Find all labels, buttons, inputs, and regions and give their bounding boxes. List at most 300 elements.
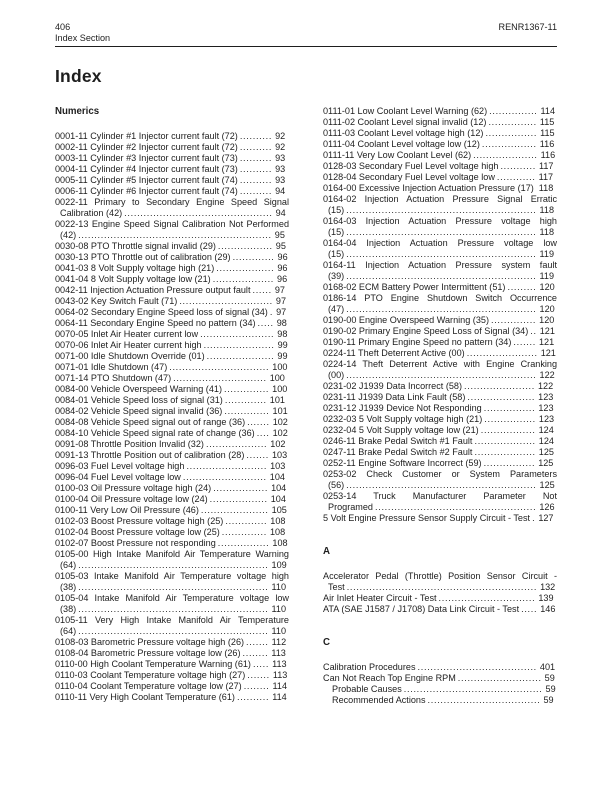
index-entry (55, 329, 289, 340)
section-heading: A (323, 546, 330, 557)
leader-dots: ............ (496, 172, 536, 182)
entry-page-number: 115 (540, 128, 555, 138)
leader-dots: ..... (521, 604, 538, 614)
entry-page-number: 123 (538, 403, 554, 413)
entry-page-number: 117 (538, 161, 554, 171)
entry-text: 0231-11 J1939 Data Link Fault (58) (323, 392, 466, 402)
entry-text: 0030-08 PTO Throttle signal invalid (29) (55, 241, 216, 251)
entry-text: 0252-11 Engine Software Incorrect (59) (323, 458, 482, 468)
index-entry (323, 673, 557, 684)
index-entry (323, 216, 557, 238)
entry-text: 0071-00 Idle Shutdown Override (01) (55, 351, 205, 361)
leader-dots: ............. (225, 516, 268, 526)
entry-text: 0108-03 Barometric Pressure voltage high (26) (55, 637, 245, 647)
entry-page-number: 59 (544, 673, 555, 683)
entry-page-number: 109 (271, 560, 287, 570)
leader-dots: ...................... (464, 381, 535, 391)
leader-dots: ........................................................... (346, 205, 537, 215)
entry-text: 0231-02 J1939 Data Incorrect (58) (323, 381, 463, 391)
entry-page-number: 113 (272, 670, 288, 680)
index-entry (55, 406, 289, 417)
entry-page-number: 120 (539, 282, 555, 292)
entry-text: 0164-00 Excessive Injection Actuation Pressure (17) (323, 183, 534, 193)
leader-dots: ........................................................... (346, 582, 538, 592)
entry-page-number: 97 (275, 296, 287, 306)
index-entry (55, 362, 289, 373)
index-entry (55, 153, 289, 164)
entry-page-number: 114 (272, 681, 288, 691)
entry-text: 0041-03 8 Volt Supply voltage high (21) (55, 263, 215, 273)
leader-dots: ...................... (203, 340, 275, 350)
index-entry (323, 117, 557, 128)
entry-page-number: 101 (269, 395, 285, 405)
leader-dots: ..................... (206, 351, 275, 361)
leader-dots: ................ (217, 538, 270, 548)
leader-dots: ................ (485, 128, 538, 138)
index-entry (323, 491, 557, 513)
entry-page-number: 108 (269, 527, 286, 537)
entry-text: 0102-07 Boost Pressure not responding (55, 538, 216, 548)
leader-dots: ....................... (200, 329, 275, 339)
entry-text: 0004-11 Cylinder #4 Injector current fault (73) (55, 164, 238, 174)
index-entry (323, 604, 557, 615)
entry-text: 0128-04 Secondary Fuel Level voltage low (323, 172, 495, 182)
entry-text: 0084-08 Vehicle Speed signal out of range (36) (55, 417, 246, 427)
entry-page-number: 110 (271, 604, 287, 614)
entry-text: 0084-01 Vehicle Speed loss of signal (31) (55, 395, 223, 405)
leader-dots: ................. (217, 241, 273, 251)
index-entry (55, 450, 289, 461)
entry-page-number: 115 (539, 117, 555, 127)
entry-page-number: 108 (272, 538, 288, 548)
leader-dots: ....... (246, 637, 269, 647)
entry-text: 0224-14 Theft Deterrent Active with Engine Cranking (00) (323, 359, 557, 380)
leader-dots: .............................. (438, 593, 536, 603)
entry-text: 0231-12 J1939 Device Not Responding (323, 403, 482, 413)
entry-page-number: 110 (271, 626, 287, 636)
entry-text: 0110-03 Coolant Temperature voltage high (27) (55, 670, 246, 680)
index-entry (323, 684, 557, 695)
index-entry (323, 695, 557, 706)
entry-text: 0164-11 Injection Actuation Pressure system fault (39) (323, 260, 557, 281)
index-entry (55, 263, 289, 274)
entry-text: 0096-04 Fuel Level voltage low (55, 472, 181, 482)
index-entry (323, 359, 557, 381)
entry-page-number: 104 (269, 472, 285, 482)
entry-page-number: 93 (275, 175, 286, 185)
entry-text: 0042-11 Injection Actuation Pressure output fault (55, 285, 251, 295)
index-entry (55, 384, 289, 395)
entry-text: 0022-13 Engine Speed Signal Calibration Not Performed (42) (55, 219, 289, 240)
index-entry (323, 183, 557, 194)
entry-page-number: 100 (269, 373, 285, 383)
entry-page-number: 125 (538, 458, 554, 468)
entry-page-number: 146 (540, 604, 556, 614)
index-entry (55, 164, 289, 175)
leader-dots: ............................. (179, 296, 273, 306)
entry-page-number: 121 (539, 326, 555, 336)
index-entry (323, 150, 557, 161)
entry-page-number: 123 (538, 414, 555, 424)
entry-page-number: 126 (539, 502, 555, 512)
index-entry (323, 326, 557, 337)
leader-dots: .................................................. (375, 502, 537, 512)
entry-page-number: 102 (270, 439, 286, 449)
index-entry (55, 505, 289, 516)
leader-dots: ............................................................ (78, 230, 272, 240)
index-entry (55, 428, 289, 439)
index-entry (323, 161, 557, 172)
entry-page-number: 114 (540, 106, 556, 116)
entry-text: 5 Volt Engine Pressure Sensor Supply Circuit - Test (323, 513, 531, 523)
leader-dots: ......... (507, 282, 537, 292)
entry-text: 0006-11 Cylinder #6 Injector current fault (74) (55, 186, 238, 196)
index-entry (323, 128, 557, 139)
index-entry (55, 175, 289, 186)
entry-page-number: 104 (271, 483, 287, 493)
index-entry (55, 538, 289, 549)
header-left (55, 22, 110, 44)
leader-dots: ...................... (466, 348, 538, 358)
leader-dots: ................. (481, 139, 537, 149)
index-entry (323, 392, 557, 403)
leader-dots: ..................................... (417, 662, 537, 672)
entry-text: 0084-10 Vehicle Speed signal rate of change (36) (55, 428, 255, 438)
entry-page-number: 121 (538, 337, 555, 347)
leader-dots: ........................................................... (78, 604, 269, 614)
entry-page-number: 401 (539, 662, 556, 672)
entry-page-number: 103 (272, 450, 288, 460)
entry-text: 0164-02 Injection Actuation Pressure Signal Erratic (15) (323, 194, 557, 215)
index-entry (55, 351, 289, 362)
leader-dots: ..................... (467, 392, 536, 402)
leader-dots: ........................................................... (346, 227, 537, 237)
entry-text: 0232-03 5 Volt Supply voltage high (21) (323, 414, 483, 424)
index-entry (55, 648, 289, 659)
entry-text: 0105-00 High Intake Manifold Air Temperature Warning (64) (55, 549, 289, 570)
entry-page-number: 102 (272, 428, 288, 438)
index-entry (55, 340, 289, 351)
index-column-right (323, 106, 557, 706)
entry-text: 0111-04 Coolant Level voltage low (12) (323, 139, 480, 149)
entry-page-number: 119 (539, 271, 555, 281)
index-entry (55, 494, 289, 505)
index-title: Index (55, 66, 102, 86)
entry-page-number: 99 (277, 351, 288, 361)
entry-page-number: 59 (545, 684, 556, 694)
leader-dots: . (269, 307, 274, 317)
entry-text: 0232-04 5 Volt Supply voltage low (21) (323, 425, 479, 435)
index-column-left (55, 106, 289, 706)
leader-dots: .. (530, 326, 537, 336)
index-entry (55, 274, 289, 285)
leader-dots: .......................... (457, 673, 542, 683)
leader-dots: ................... (474, 436, 536, 446)
index-entry (55, 637, 289, 648)
leader-dots: ........................................................... (346, 370, 537, 380)
entry-text: 0190-00 Engine Overspeed Warning (35) (323, 315, 489, 325)
entry-text: 0224-11 Theft Deterrent Active (00) (323, 348, 465, 358)
entry-page-number: 110 (271, 582, 287, 592)
entry-text: 0100-11 Very Low Oil Pressure (46) (55, 505, 199, 515)
entry-page-number: 125 (539, 480, 555, 490)
index-entry (55, 659, 289, 670)
leader-dots: .......... (239, 142, 273, 152)
index-columns (55, 106, 557, 706)
index-entry (323, 662, 557, 673)
leader-dots: .............. (490, 315, 537, 325)
leader-dots: ........................................................... (346, 271, 537, 281)
entry-page-number: 127 (538, 513, 554, 523)
entry-text: Recommended Actions (332, 695, 426, 705)
index-entry (55, 516, 289, 527)
index-entry (55, 681, 289, 692)
entry-page-number: 96 (277, 263, 288, 273)
leader-dots: ..... (257, 318, 274, 328)
leader-dots: ........................................................... (346, 480, 537, 490)
index-entry (55, 241, 289, 252)
entry-text: 0022-11 Primary to Secondary Engine Speed Signal Calibration (42) (55, 197, 289, 218)
entry-text: 0110-04 Coolant Temperature voltage low (27) (55, 681, 242, 691)
entry-text: 0064-02 Secondary Engine Speed loss of signal (34) (55, 307, 268, 317)
entry-text: 0190-02 Primary Engine Speed Loss of Signal (34) (323, 326, 529, 336)
index-entry (55, 142, 289, 153)
entry-text: 0003-11 Cylinder #3 Injector current fault (73) (55, 153, 238, 163)
entry-text: 0164-04 Injection Actuation Pressure voltage low (15) (323, 238, 557, 259)
entry-page-number: 94 (275, 208, 286, 218)
leader-dots: .... (256, 428, 270, 438)
leader-dots: .............. (224, 406, 270, 416)
entry-page-number: 98 (277, 329, 288, 339)
entry-text: 0070-05 Inlet Air Heater current low (55, 329, 199, 339)
entry-text: 0084-00 Vehicle Overspeed Warning (41) (55, 384, 222, 394)
leader-dots: .......... (236, 692, 270, 702)
entry-page-number: 118 (539, 205, 555, 215)
entry-text: 0128-03 Secondary Fuel Level voltage high (323, 161, 499, 171)
entry-text: 0001-11 Cylinder #1 Injector current fault (72) (55, 131, 238, 141)
entry-text: 0110-00 High Coolant Temperature Warning (61) (55, 659, 251, 669)
index-entry (55, 307, 289, 318)
entry-page-number: 121 (540, 348, 556, 358)
leader-dots: .......... (239, 164, 273, 174)
entry-text: ATA (SAE J1587 / J1708) Data Link Circuit - Test (323, 604, 520, 614)
entry-text: 0168-02 ECM Battery Power Intermittent (51) (323, 282, 506, 292)
entry-text: 0190-11 Primary Engine Speed no pattern (34) (323, 337, 512, 347)
index-entry (55, 197, 289, 219)
entry-text: 0005-11 Cylinder #5 Injector current fault (74) (55, 175, 238, 185)
index-entry (323, 282, 557, 293)
entry-page-number: 105 (271, 505, 287, 515)
entry-page-number: 113 (272, 659, 287, 669)
index-entry (323, 172, 557, 183)
leader-dots: ............. (224, 395, 267, 405)
leader-dots: ................ (483, 458, 536, 468)
leader-dots: .................. (216, 263, 275, 273)
index-entry (55, 527, 289, 538)
entry-page-number: 119 (539, 249, 555, 259)
entry-page-number: 123 (538, 392, 554, 402)
entry-page-number: 96 (277, 252, 288, 262)
entry-text: 0111-02 Coolant Level signal invalid (12) (323, 117, 487, 127)
index-entry (323, 348, 557, 359)
entry-page-number: 93 (275, 164, 286, 174)
entry-text: 0030-13 PTO Throttle out of calibration (29) (55, 252, 231, 262)
page-header (55, 22, 557, 47)
entry-page-number: 99 (277, 340, 288, 350)
leader-dots: ................. (480, 425, 536, 435)
entry-text: 0100-03 Oil Pressure voltage high (24) (55, 483, 212, 493)
entry-text: 0041-04 8 Volt Supply voltage low (21) (55, 274, 211, 284)
leader-dots: ............... (489, 106, 538, 116)
entry-text: Air Inlet Heater Circuit - Test (323, 593, 437, 603)
entry-text: 0002-11 Cylinder #2 Injector current fault (72) (55, 142, 238, 152)
entry-page-number: 112 (271, 637, 287, 647)
leader-dots: ........................................................... (346, 249, 537, 259)
entry-text: 0043-02 Key Switch Fault (71) (55, 296, 178, 306)
index-entry (323, 106, 557, 117)
leader-dots: ............................... (169, 362, 270, 372)
leader-dots: ....... (246, 450, 269, 460)
entry-page-number: 116 (539, 139, 555, 149)
index-entry (323, 571, 557, 593)
entry-text: 0091-08 Throttle Position Invalid (32) (55, 439, 204, 449)
leader-dots: ...... (252, 285, 272, 295)
leader-dots: .................. (209, 494, 268, 504)
index-entry (323, 139, 557, 150)
entry-text: 0071-14 PTO Shutdown (47) (55, 373, 172, 383)
entry-page-number: 97 (274, 285, 285, 295)
entry-page-number: 122 (539, 370, 555, 380)
index-entry (323, 260, 557, 282)
index-entry (323, 414, 557, 425)
leader-dots: .............. (221, 527, 267, 537)
entry-page-number: 98 (276, 318, 287, 328)
index-entry (323, 513, 557, 524)
index-entry (55, 417, 289, 428)
leader-dots: ........................................... (403, 684, 543, 694)
entry-page-number: 95 (275, 241, 286, 251)
leader-dots: ........................................................... (78, 560, 269, 570)
leader-dots: .......... (239, 186, 273, 196)
entry-page-number: 113 (271, 648, 286, 658)
leader-dots: ............................. (173, 373, 267, 383)
entry-text: 0102-04 Boost Pressure voltage low (25) (55, 527, 220, 537)
entry-page-number: 114 (272, 692, 287, 702)
entry-text: Can Not Reach Top Engine RPM (323, 673, 456, 683)
entry-text: 0246-11 Brake Pedal Switch #1 Fault (323, 436, 473, 446)
doc-number: RENR1367-11 (498, 22, 557, 32)
leader-dots: .................... (473, 150, 538, 160)
index-entry (55, 461, 289, 472)
entry-page-number: 103 (270, 461, 286, 471)
entry-text: 0186-14 PTO Engine Shutdown Switch Occurrence (47) (323, 293, 557, 314)
entry-page-number: 104 (270, 494, 286, 504)
entry-page-number: 95 (274, 230, 285, 240)
index-entry (55, 219, 289, 241)
index-entry (55, 472, 289, 483)
index-entry (323, 593, 557, 604)
entry-text: Probable Causes (332, 684, 402, 694)
entry-page-number: 118 (538, 183, 554, 193)
entry-text: 0070-06 Inlet Air Heater current high (55, 340, 202, 350)
leader-dots: .............................................. (124, 208, 273, 218)
entry-text: 0111-01 Low Coolant Level Warning (62) (323, 106, 488, 116)
entry-text: 0064-11 Secondary Engine Speed no pattern (34) (55, 318, 256, 328)
index-entry (55, 593, 289, 615)
entry-page-number: 100 (272, 362, 288, 372)
leader-dots: .......... (239, 175, 273, 185)
entry-text: 0105-04 Intake Manifold Air Temperature voltage low (38) (55, 593, 289, 614)
leader-dots: ................... (474, 447, 536, 457)
leader-dots: ................... (212, 274, 275, 284)
leader-dots: ................. (213, 483, 269, 493)
entry-page-number: 124 (538, 436, 554, 446)
index-entry (55, 318, 289, 329)
index-entry (323, 403, 557, 414)
entry-text: 0096-03 Fuel Level voltage high (55, 461, 185, 471)
entry-page-number: 125 (538, 447, 554, 457)
section-label: Index Section (55, 33, 111, 43)
leader-dots: ........................................................... (346, 304, 537, 314)
entry-text: 0105-11 Very High Intake Manifold Air Temperature (64) (55, 615, 289, 636)
entry-text: 0100-04 Oil Pressure voltage low (24) (55, 494, 208, 504)
index-entry (55, 692, 289, 703)
index-entry (323, 469, 557, 491)
index-entry (55, 285, 289, 296)
leader-dots: ............... (488, 117, 537, 127)
entry-page-number: 100 (272, 384, 288, 394)
entry-page-number: 97 (276, 307, 287, 317)
index-entry (323, 293, 557, 315)
entry-page-number: 139 (538, 593, 554, 603)
entry-text: Calibration Procedures (323, 662, 416, 672)
entry-text: 0071-01 Idle Shutdown (47) (55, 362, 168, 372)
entry-page-number: 122 (538, 381, 554, 391)
index-entry (55, 296, 289, 307)
index-entry (323, 238, 557, 260)
entry-text: 0164-03 Injection Actuation Pressure voltage high (15) (323, 216, 557, 237)
entry-page-number: 102 (272, 417, 288, 427)
entry-page-number: 94 (275, 186, 286, 196)
entry-page-number: 59 (543, 695, 554, 705)
entry-text: 0084-02 Vehicle Speed signal invalid (36) (55, 406, 223, 416)
leader-dots: ............. (232, 252, 275, 262)
index-entry (323, 436, 557, 447)
leader-dots: ........................................................... (78, 582, 269, 592)
entry-page-number: 96 (277, 274, 288, 284)
entry-text: 0102-03 Boost Pressure voltage high (25) (55, 516, 224, 526)
entry-page-number: 120 (539, 304, 555, 314)
index-entry (323, 194, 557, 216)
index-entry (55, 483, 289, 494)
index-entry (323, 315, 557, 326)
entry-text: 0111-11 Very Low Coolant Level (62) (323, 150, 472, 160)
index-entry (323, 381, 557, 392)
leader-dots: .......... (239, 153, 273, 163)
leader-dots: .............. (223, 384, 270, 394)
entry-text: Accelerator Pedal (Throttle) Position Sensor Circuit - Test (323, 571, 557, 592)
leader-dots: . (532, 513, 536, 523)
leader-dots: ................... (205, 439, 268, 449)
index-entry (323, 425, 557, 436)
leader-dots: .......................... (182, 472, 267, 482)
index-entry (323, 458, 557, 469)
entry-text: 0253-14 Truck Manufacturer Parameter Not Programed (323, 491, 557, 512)
entry-page-number: 117 (538, 172, 554, 182)
leader-dots: ........... (500, 161, 536, 171)
entry-page-number: 118 (539, 227, 555, 237)
leader-dots: ..................... (200, 505, 269, 515)
